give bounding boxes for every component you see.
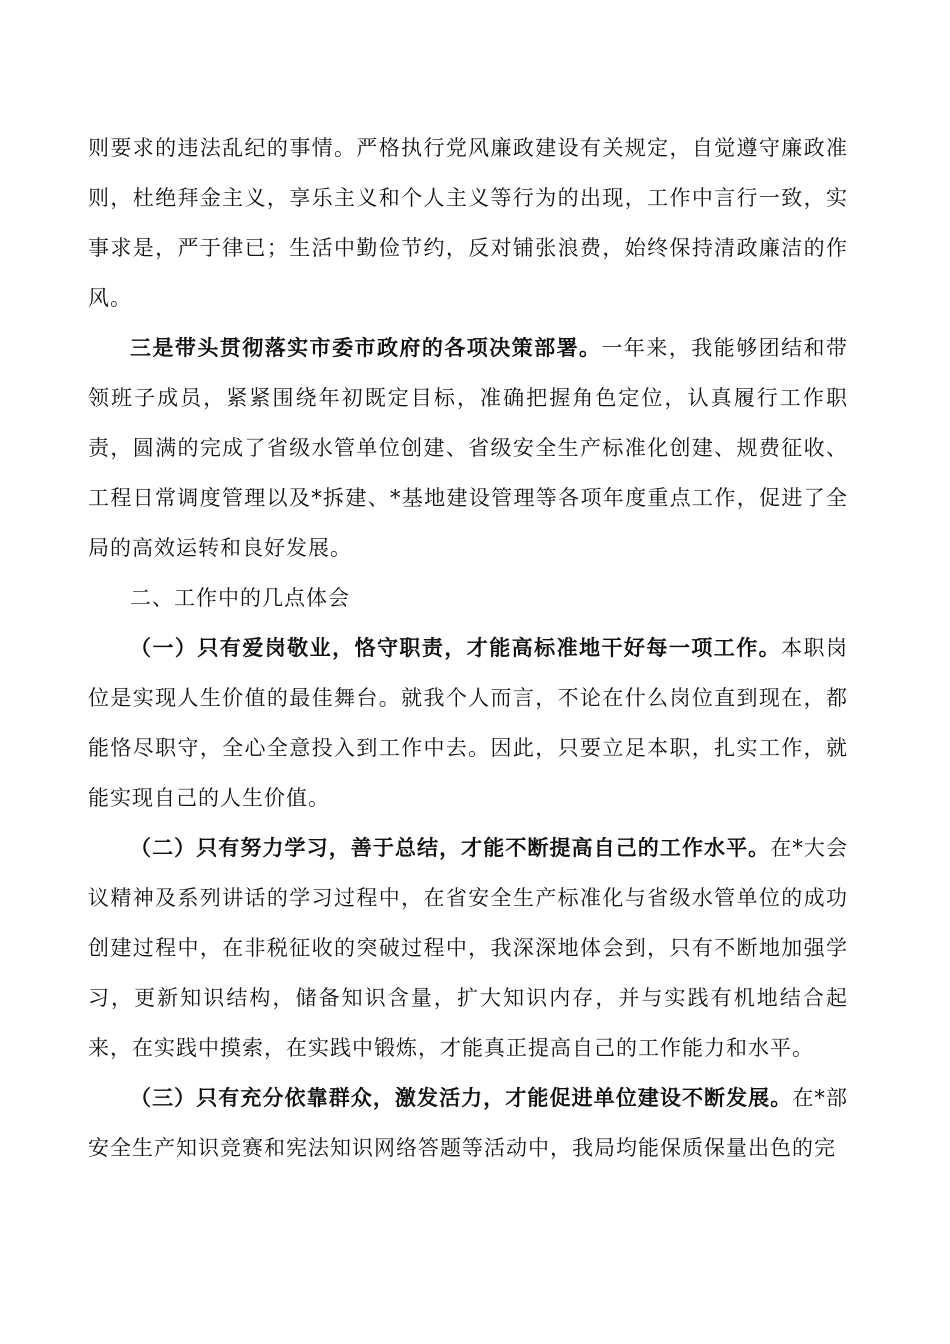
section-heading-text: 二、工作中的几点体会	[130, 586, 350, 610]
paragraph-lead: （二）只有努力学习，善于总结，才能不断提高自己的工作水平。	[130, 835, 771, 860]
paragraph-item-three	[88, 323, 848, 573]
section-heading	[88, 573, 848, 623]
paragraph-point-two	[88, 823, 848, 1073]
paragraph-text: 一年来，我能够团结和带领班子成员，紧紧围绕年初既定目标，准确把握角色定位，认真履行工作职责，圆满的完成了省级水管单位创建、省级安全生产标准化创建、规费征收、工程日常调度管理以及*拆建、*基地建设管理等各项年度重点工作，促进了全局的高效运转和良好发展。	[88, 336, 848, 560]
paragraph-text: 则要求的违法乱纪的事情。严格执行党风廉政建设有关规定，自觉遵守廉政准则，杜绝拜金主义，享乐主义和个人主义等行为的出现，工作中言行一致，实事求是，严于律已；生活中勤俭节约，反对铺张浪费，始终保持清政廉洁的作风。	[88, 136, 848, 310]
paragraph-lead: （一）只有爱岗敬业，恪守职责，才能高标准地干好每一项工作。	[130, 635, 782, 660]
paragraph-text: 在*大会议精神及系列讲话的学习过程中，在省安全生产标准化与省级水管单位的成功创建过程中，在非税征收的突破过程中，我深深地体会到，只有不断地加强学习，更新知识结构，储备知识含量，扩大知识内存，并与实践有机地结合起来，在实践中摸索，在实践中锻炼，才能真正提高自己的工作能力和水平。	[88, 836, 848, 1060]
paragraph-text: 在*部安全生产知识竞赛和宪法知识网络答题等活动中，我局均能保质保量出色的完	[88, 1086, 848, 1160]
paragraph-continuation	[88, 123, 848, 323]
paragraph-text: 本职岗位是实现人生价值的最佳舞台。就我个人而言，不论在什么岗位直到现在，都能恪尽职守，全心全意投入到工作中去。因此，只要立足本职，扎实工作，就能实现自己的人生价值。	[88, 636, 848, 810]
paragraph-point-three	[88, 1073, 848, 1173]
paragraph-lead: （三）只有充分依靠群众，激发活力，才能促进单位建设不断发展。	[130, 1085, 793, 1110]
paragraph-point-one	[88, 623, 848, 823]
document-page	[88, 123, 848, 1173]
paragraph-lead: 三是带头贯彻落实市委市政府的各项决策部署。	[130, 335, 602, 360]
